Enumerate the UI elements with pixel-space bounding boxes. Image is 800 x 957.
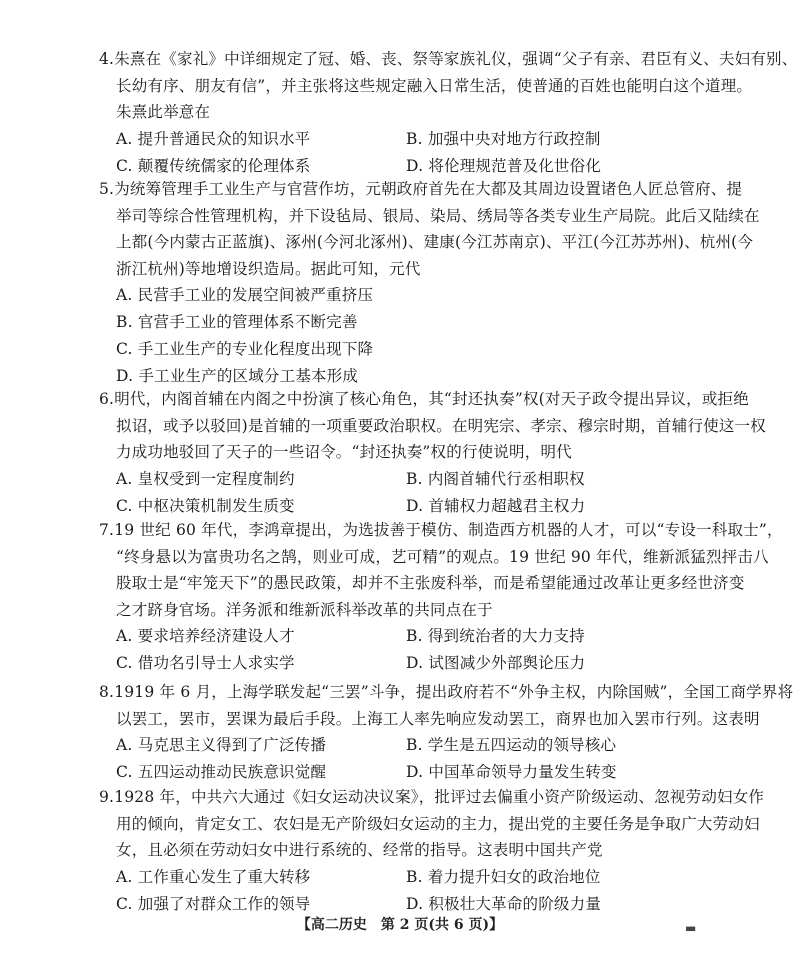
option-d: D. 将伦理规范普及化世俗化 (406, 156, 602, 175)
options-row (116, 732, 702, 759)
question-stem-line: 5.为统筹管理手工业生产与官营作坊，元朝政府首先在大都及其周边设置诸色人匠总管府、提 (99, 180, 743, 198)
option-d: D. 首辅权力超越君主权力 (406, 496, 586, 515)
page-footer: 【高二历史 第 2 页(共 6 页)】 (296, 917, 504, 933)
question-stem-line: 之才跻身官场。洋务派和维新派科举改革的共同点在于 (116, 600, 493, 619)
question-stem-line: 上都(今内蒙古正蓝旗)、涿州(今河北涿州)、建康(今江苏南京)、平江(今江苏苏州)、杭州(今 (116, 233, 754, 252)
options-row (116, 759, 702, 786)
option-a: A. 民营手工业的发展空间被严重挤压 (116, 286, 374, 305)
question-stem-line: 股取士是“牢笼天下”的愚民政策，却并不主张废科举，而是希望能通过改革让更多经世济变 (116, 574, 745, 593)
options-row (116, 126, 702, 153)
question-8 (99, 679, 794, 786)
question-stem-line: 4.朱熹在《家礼》中详细规定了冠、婚、丧、祭等家族礼仪，强调“父子有亲、君臣有义、夫妇有别、 (99, 50, 798, 68)
question-stem-line: 浙江杭州)等地增设织造局。据此可知，元代 (116, 259, 421, 278)
option-c: C. 颠覆传统儒家的伦理体系 (116, 156, 311, 175)
question-stem-line: 以罢工，罢市，罢课为最后手段。上海工人率先响应发动罢工，商界也加入罢市行列。这表明 (116, 709, 760, 728)
question-stem-line: 举司等综合性管理机构，并下设毡局、银局、染局、绣局等各类专业生产局院。此后又陆续在 (116, 206, 760, 225)
question-5 (99, 176, 760, 390)
question-7 (99, 517, 783, 677)
question-6 (99, 386, 766, 520)
question-stem-line: 7.19 世纪 60 年代，李鸿章提出，为选拔善于模仿、制造西方机器的人才，可以“专设一科取士”， (99, 521, 783, 539)
question-stem-line: 长幼有序、朋友有信”，并主张将这些规定融入日常生活，使普通的百姓也能明白这个道理。 (116, 76, 753, 95)
option-b: B. 学生是五四运动的领导核心 (406, 736, 617, 755)
question-stem-line: 8.1919 年 6 月，上海学联发起“三罢”斗争，提出政府若不“外争主权，内除国贼”，全国工商学界将 (99, 683, 794, 701)
question-stem-line: 女，且必须在劳动妇女中进行系统的、经常的指导。这表明中国共产党 (116, 841, 603, 860)
option-b: B. 加强中央对地方行政控制 (406, 129, 601, 148)
option-a: A. 要求培养经济建设人才 (116, 627, 295, 646)
option-d: D. 试图减少外部舆论压力 (406, 654, 586, 673)
question-4 (99, 46, 798, 180)
option-c: C. 五四运动推动民族意识觉醒 (116, 763, 327, 782)
question-9 (99, 784, 765, 918)
corner-mark: ▬ (685, 921, 697, 935)
options-row (116, 493, 702, 520)
options-row (116, 864, 702, 891)
option-a: A. 马克思主义得到了广泛传播 (116, 736, 327, 755)
question-stem-line: 拟诏，或予以驳回)是首辅的一项重要政治职权。在明宪宗、孝宗、穆宗时期，首辅行使这一权 (116, 416, 766, 435)
options-row (116, 650, 702, 677)
option-b: B. 着力提升妇女的政治地位 (406, 867, 601, 886)
option-c: C. 手工业生产的专业化程度出现下降 (116, 340, 374, 359)
question-stem-line: 6.明代，内阁首辅在内阁之中扮演了核心角色，其“封还执奏”权(对天子政令提出异议，或拒绝 (99, 390, 749, 408)
option-b: B. 官营手工业的管理体系不断完善 (116, 313, 358, 332)
question-stem-line: 力成功地驳回了天子的一些诏令。“封还执奏”权的行使说明，明代 (116, 443, 572, 462)
question-stem-line: 用的倾向，肯定女工、农妇是无产阶级妇女运动的主力，提出党的主要任务是争取广大劳动妇 (116, 814, 760, 833)
question-stem-line: “终身悬以为富贵功名之鹄，则业可成，艺可精”的观点。19 世纪 90 年代，维新派猛烈抨击八 (116, 547, 769, 566)
option-b: B. 得到统治者的大力支持 (406, 627, 585, 646)
option-c: C. 加强了对群众工作的领导 (116, 894, 311, 913)
options-row (116, 466, 702, 493)
option-a: A. 提升普通民众的知识水平 (116, 129, 311, 148)
question-stem-line: 朱熹此举意在 (116, 103, 211, 122)
options-row (116, 623, 702, 650)
option-d: D. 手工业生产的区域分工基本形成 (116, 367, 359, 386)
option-c: C. 中枢决策机制发生质变 (116, 496, 295, 515)
option-c: C. 借功名引导士人求实学 (116, 654, 295, 673)
option-d: D. 积极壮大革命的阶级力量 (406, 894, 602, 913)
question-stem-line: 9.1928 年，中共六大通过《妇女运动决议案》，批评过去偏重小资产阶级运动、忽视劳动妇女作 (99, 788, 765, 806)
option-a: A. 皇权受到一定程度制约 (116, 469, 295, 488)
option-a: A. 工作重心发生了重大转移 (116, 867, 311, 886)
option-b: B. 内阁首辅代行丞相职权 (406, 469, 585, 488)
option-d: D. 中国革命领导力量发生转变 (406, 763, 617, 782)
